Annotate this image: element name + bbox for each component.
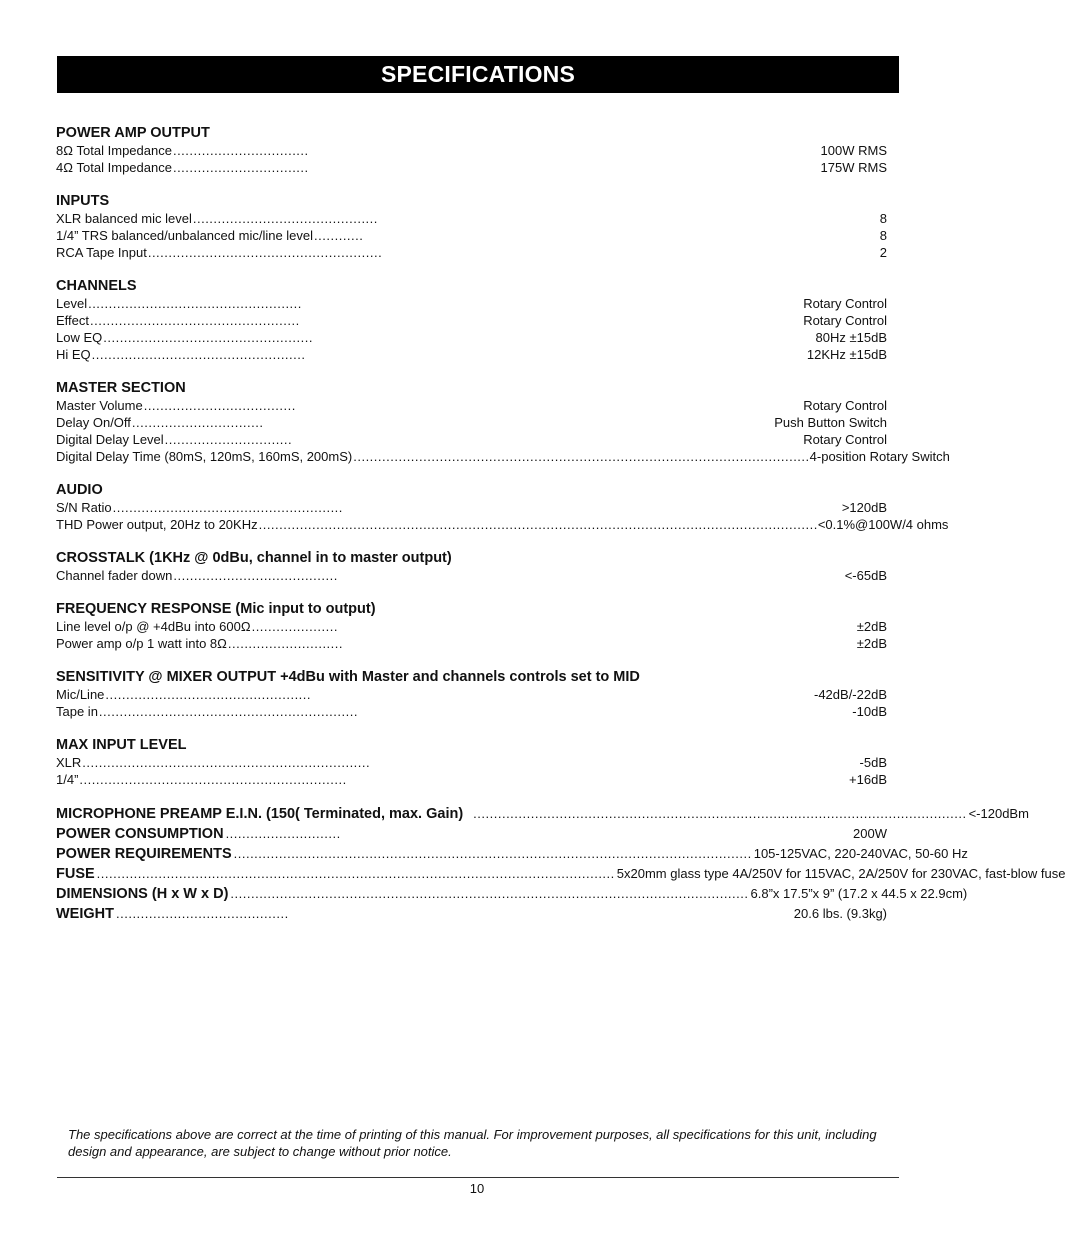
dot-leader: ....................................................	[88, 296, 302, 311]
spec-row	[56, 703, 887, 720]
spec-label: Channel fader down	[56, 568, 173, 583]
general-specifications	[56, 804, 1066, 924]
dot-leader: ............................	[225, 826, 341, 841]
spec-label: 1/4” TRS balanced/unbalanced mic/line level	[56, 228, 314, 243]
spec-row	[56, 244, 887, 261]
section-master	[56, 379, 950, 465]
page-number: 10	[469, 1181, 485, 1196]
spec-label: POWER REQUIREMENTS	[56, 846, 232, 862]
spec-label: MICROPHONE PREAMP E.I.N. (150( Terminated, max. Gain)	[56, 806, 464, 822]
bold-spec-row	[56, 844, 968, 864]
spec-value: 5x20mm glass type 4A/250V for 115VAC, 2A/250V for 230VAC, fast-blow fuse	[616, 866, 1066, 881]
spec-row	[56, 635, 887, 652]
spec-row	[56, 499, 887, 516]
spec-value: Rotary Control	[803, 432, 887, 447]
spec-value: 105-125VAC, 220-240VAC, 50-60 Hz	[753, 846, 968, 861]
dot-leader: ..............................................................................................................................	[233, 846, 752, 861]
bold-spec-row	[56, 884, 968, 904]
spec-value: 6.8”x 17.5”x 9” (17.2 x 44.5 x 22.9cm)	[750, 886, 968, 901]
spec-row	[56, 329, 887, 346]
spec-value: 20.6 lbs. (9.3kg)	[793, 906, 887, 921]
spec-row	[56, 414, 887, 431]
spec-label: POWER CONSUMPTION	[56, 826, 224, 842]
spec-value: <-120dBm	[968, 806, 1029, 821]
spec-label: XLR balanced mic level	[56, 211, 192, 226]
spec-value: Rotary Control	[803, 398, 887, 413]
spec-row	[56, 312, 887, 329]
spec-label: S/N Ratio	[56, 500, 112, 515]
dot-leader: .....................................	[143, 398, 296, 413]
dot-leader: ..........................................	[116, 906, 289, 921]
section-channels	[56, 277, 887, 363]
spec-row	[56, 210, 887, 227]
dot-leader: ............	[314, 228, 364, 243]
spec-value: 8	[879, 211, 887, 226]
dot-leader: ...............................................................................................................	[353, 449, 810, 464]
spec-value: 2	[879, 245, 887, 260]
dot-leader: ..................................................	[105, 687, 312, 702]
dot-leader: ........................................................................................................................................	[258, 517, 818, 532]
spec-label: RCA Tape Input	[56, 245, 147, 260]
spec-row	[56, 159, 887, 176]
spec-row	[56, 567, 887, 584]
section-heading: FREQUENCY RESPONSE (Mic input to output)	[56, 601, 376, 617]
spec-label: Power amp o/p 1 watt into 8Ω	[56, 636, 227, 651]
dot-leader: .................................	[172, 143, 309, 158]
spec-label: Low EQ	[56, 330, 103, 345]
spec-label: FUSE	[56, 866, 95, 882]
spec-label: XLR	[56, 755, 82, 770]
spec-row	[56, 448, 950, 465]
section-heading: MASTER SECTION	[56, 380, 186, 396]
bold-spec-row	[56, 864, 1066, 884]
bold-spec-row	[56, 904, 887, 924]
section-heading: POWER AMP OUTPUT	[56, 125, 210, 141]
spec-value: Rotary Control	[803, 296, 887, 311]
footer-divider	[57, 1177, 899, 1178]
disclaimer-note: The specifications above are correct at the time of printing of this manual. For improvement purposes, all specifications for this unit, including design and appearance, are subject to change without prior notice.	[68, 1127, 877, 1159]
spec-value: 80Hz ±15dB	[815, 330, 887, 345]
spec-row	[56, 142, 887, 159]
section-heading: AUDIO	[56, 482, 103, 498]
dot-leader: ..............................................................................................................................	[96, 866, 615, 881]
dot-leader: ........................................................	[112, 500, 343, 515]
spec-row	[56, 431, 887, 448]
spec-label: Digital Delay Level	[56, 432, 164, 447]
spec-value: 8	[879, 228, 887, 243]
spec-row	[56, 754, 887, 771]
section-power-amp-output	[56, 124, 887, 176]
spec-value: 100W RMS	[820, 143, 887, 158]
spec-value: 4-position Rotary Switch	[809, 449, 950, 464]
spec-value: <-65dB	[844, 568, 887, 583]
spec-value: >120dB	[841, 500, 887, 515]
spec-value: 12KHz ±15dB	[806, 347, 887, 362]
spec-label: Effect	[56, 313, 90, 328]
section-heading: CROSSTALK (1KHz @ 0dBu, channel in to master output)	[56, 550, 452, 566]
spec-row	[56, 346, 887, 363]
spec-label: Digital Delay Time (80mS, 120mS, 160mS, 200mS)	[56, 449, 353, 464]
spec-label: Tape in	[56, 704, 98, 719]
spec-label: 8Ω Total Impedance	[56, 143, 172, 158]
spec-label: THD Power output, 20Hz to 20KHz	[56, 517, 258, 532]
spec-row	[56, 686, 887, 703]
spec-value: -5dB	[859, 755, 887, 770]
bold-spec-row	[56, 804, 1029, 824]
dot-leader: ................................	[131, 415, 264, 430]
section-audio	[56, 481, 949, 533]
spec-label: Level	[56, 296, 88, 311]
spec-row	[56, 295, 887, 312]
spec-value: Push Button Switch	[774, 415, 887, 430]
spec-value: -10dB	[852, 704, 887, 719]
section-max-input-level	[56, 736, 887, 788]
spec-label: Delay On/Off	[56, 415, 131, 430]
page-title-bar	[57, 56, 899, 93]
spec-value: Rotary Control	[803, 313, 887, 328]
section-heading: CHANNELS	[56, 278, 137, 294]
spec-label: Mic/Line	[56, 687, 105, 702]
spec-row	[56, 397, 887, 414]
dot-leader: ..............................................................................................................................	[230, 886, 749, 901]
spec-value: -42dB/-22dB	[814, 687, 887, 702]
dot-leader: ........................................................................................................................	[473, 806, 967, 821]
spec-label: WEIGHT	[56, 906, 114, 922]
spec-row	[56, 227, 887, 244]
dot-leader: .....................	[251, 619, 338, 634]
dot-leader: .................................................................	[79, 772, 347, 787]
spec-label: Master Volume	[56, 398, 143, 413]
spec-label: DIMENSIONS (H x W x D)	[56, 886, 229, 902]
section-frequency-response	[56, 600, 887, 652]
section-heading: MAX INPUT LEVEL	[56, 737, 187, 753]
section-crosstalk	[56, 549, 887, 584]
dot-leader: .................................	[172, 160, 309, 175]
dot-leader: .........................................................	[147, 245, 383, 260]
dot-leader: ...............................................................	[98, 704, 358, 719]
dot-leader: ....................................................	[91, 347, 306, 362]
section-heading: INPUTS	[56, 193, 110, 209]
dot-leader: ...................................................	[103, 330, 313, 345]
section-sensitivity	[56, 668, 887, 720]
spec-row	[56, 771, 887, 788]
spec-label: 4Ω Total Impedance	[56, 160, 172, 175]
section-inputs	[56, 192, 887, 261]
dot-leader: ......................................................................	[82, 755, 371, 770]
bold-spec-row	[56, 824, 887, 844]
page-title: SPECIFICATIONS	[380, 61, 576, 87]
dot-leader: ...................................................	[90, 313, 300, 328]
spec-label: Hi EQ	[56, 347, 91, 362]
spec-value: ±2dB	[856, 636, 887, 651]
spec-row	[56, 516, 949, 533]
dot-leader: ........................................	[173, 568, 338, 583]
spec-label: Line level o/p @ +4dBu into 600Ω	[56, 619, 251, 634]
spec-value: 175W RMS	[820, 160, 887, 175]
dot-leader: ...............................	[164, 432, 293, 447]
dot-leader: ............................	[227, 636, 344, 651]
spec-value: +16dB	[849, 772, 887, 787]
dot-leader: .............................................	[192, 211, 378, 226]
spec-value: <0.1%@100W/4 ohms	[817, 517, 949, 532]
spec-value: 200W	[853, 826, 887, 841]
spec-value: ±2dB	[856, 619, 887, 634]
section-heading: SENSITIVITY @ MIXER OUTPUT +4dBu with Master and channels controls set to MID	[56, 669, 640, 685]
spec-row	[56, 618, 887, 635]
specifications-content	[56, 124, 1066, 924]
spec-label: 1/4”	[56, 772, 79, 787]
